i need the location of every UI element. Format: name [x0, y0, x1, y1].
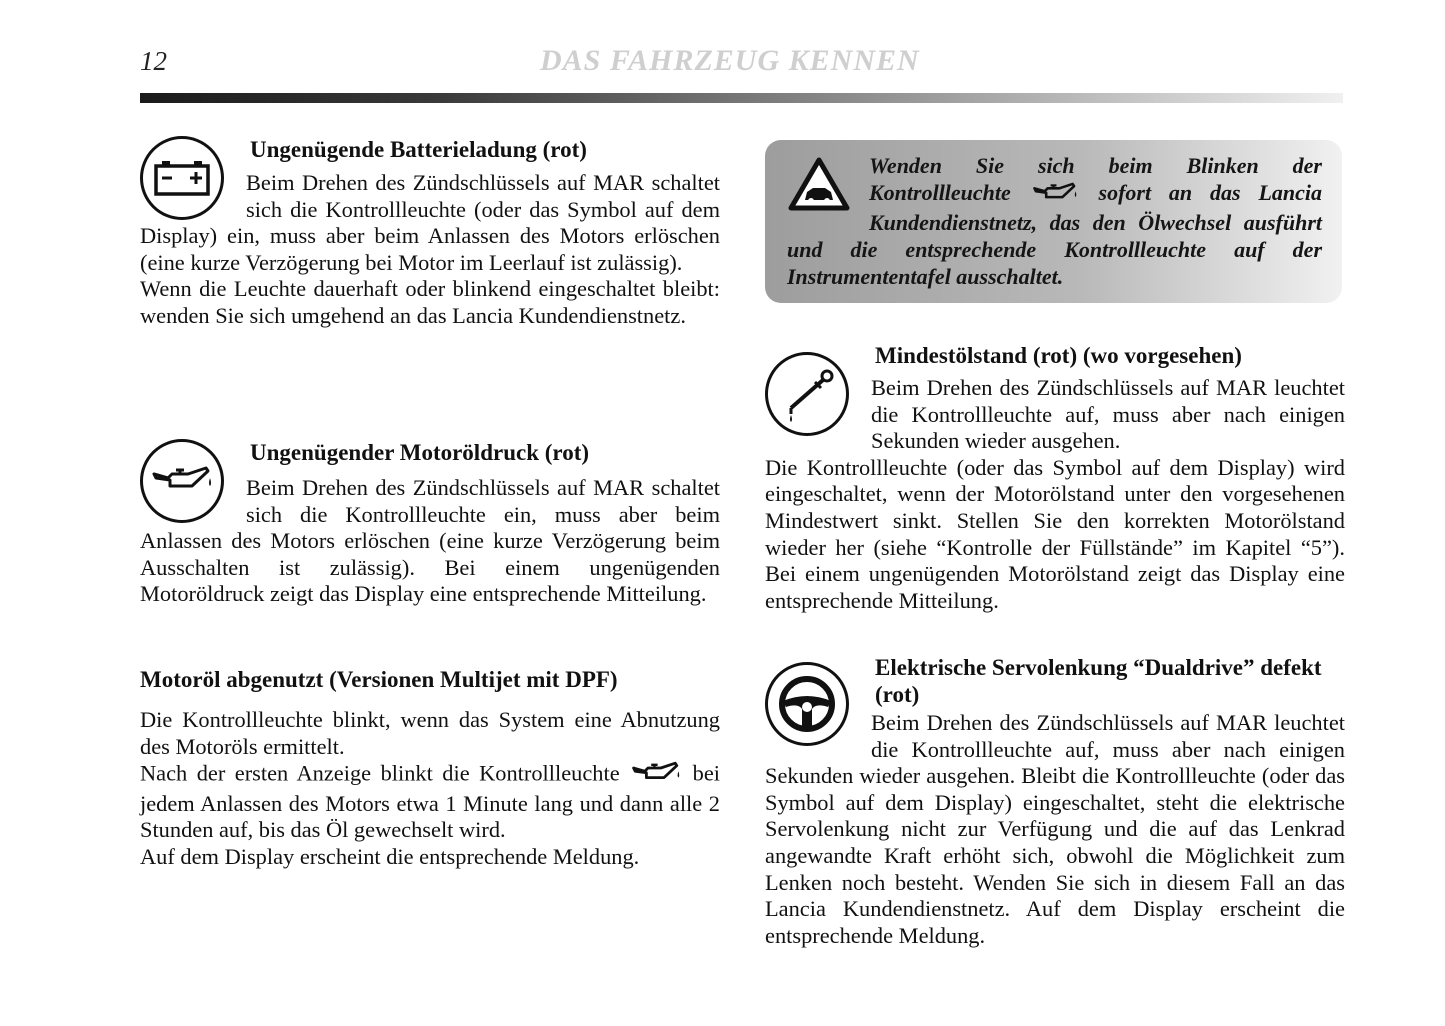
oil-worn-paragraph-1: Die Kontrollleuchte blinkt, wenn das System eine Abnutzung des Motoröls ermittelt.	[140, 707, 720, 759]
warning-text-start: Wenden Sie sich beim Blinken der Kontrollleuchte	[869, 153, 1322, 205]
steering-wheel-icon	[765, 662, 849, 746]
battery-icon	[140, 136, 224, 220]
oil-worn-section	[140, 666, 720, 871]
min-oil-title: Mindestölstand (rot) (wo vorgesehen)	[875, 343, 1242, 368]
battery-section	[140, 136, 720, 330]
battery-title: Ungenügende Batterieladung (rot)	[250, 137, 587, 162]
oil-can-icon-holder	[140, 439, 246, 523]
page-number: 12	[140, 46, 167, 76]
oil-can-inline-icon	[629, 760, 683, 791]
battery-paragraph-1: Beim Drehen des Zündschlüssels auf MAR schaltet sich die Kontrollleuchte (oder das Symbol auf dem Display) ein, muss aber beim Anlassen des Motors erlöschen (eine kurze Verzögerung bei Motor im Leerlauf ist zulässig).	[140, 170, 720, 275]
running-title: DAS FAHRZEUG KENNEN	[540, 44, 920, 77]
warning-box	[765, 140, 1342, 303]
oil-worn-paragraph-2	[140, 760, 720, 844]
oil-worn-paragraph-3: Auf dem Display erscheint die entsprechende Meldung.	[140, 843, 640, 869]
dipstick-icon-holder	[765, 342, 871, 432]
warning-text	[787, 152, 1322, 290]
warning-text-end: sofort an das Lancia Kundendienstnetz, das den Ölwechsel ausführt und die entsprechende Kontrollleuchte auf der Instrumententafel ausschaltet.	[787, 180, 1322, 289]
oil-worn-paragraph-2-start: Nach der ersten Anzeige blinkt die Kontrollleuchte	[140, 760, 620, 786]
steering-paragraph: Beim Drehen des Zündschlüssels auf MAR leuchtet die Kontrollleuchte auf, muss aber nach einigen Sekunden wieder ausgehen. Bleibt die Kontrollleuchte (oder das Symbol auf dem Display) eingeschaltet, steht die elektrische Servolenkung nicht zur Verfügung und die auf das Lenkrad angewandte Kraft erhöht sich, obwohl die Möglichkeit zum Lenken noch besteht. Wenden Sie sich in diesem Fall an das Lancia Kundendienstnetz. Auf dem Display erscheint die entsprechende Meldung.	[765, 710, 1345, 948]
oil-can-icon	[140, 439, 224, 523]
min-oil-paragraph-1: Beim Drehen des Zündschlüssels auf MAR leuchtet die Kontrollleuchte auf, muss aber nach einigen Sekunden wieder ausgehen.	[871, 375, 1345, 454]
oil-worn-paragraph-2-end: bei jedem Anlassen des Motors etwa 1 Minute lang und dann alle 2 Stunden auf, bis das Öl gewechselt wird.	[140, 760, 720, 843]
min-oil-paragraph-2: Die Kontrollleuchte (oder das Symbol auf dem Display) wird eingeschaltet, wenn der Motorölstand unter den vorgesehenen Mindestwert sinkt. Stellen Sie den korrekten Motorölstand wieder her (siehe “Kontrolle der Füllstände” im Kapitel “5”). Bei einem ungenügenden Motorölstand zeigt das Display eine entsprechende Mitteilung.	[765, 454, 1345, 613]
battery-paragraph-2: Wenn die Leuchte dauerhaft oder blinkend eingeschaltet bleibt: wenden Sie sich umgehend an das Lancia Kundendienstnetz.	[140, 276, 720, 328]
steering-title: Elektrische Servolenkung “Dualdrive” defekt (rot)	[875, 655, 1322, 707]
min-oil-section	[765, 342, 1345, 614]
dipstick-icon	[765, 352, 849, 436]
warning-oil-can-icon	[1029, 181, 1081, 209]
battery-icon-holder	[140, 136, 246, 220]
header-rule	[140, 93, 1343, 103]
steering-section	[765, 654, 1345, 949]
oil-pressure-section	[140, 439, 720, 608]
oil-worn-title: Motoröl abgenutzt (Versionen Multijet mit DPF)	[140, 667, 618, 692]
warning-triangle-car-icon	[787, 156, 857, 218]
steering-wheel-icon-holder	[765, 654, 871, 746]
oil-pressure-paragraph: Beim Drehen des Zündschlüssels auf MAR schaltet sich die Kontrollleuchte ein, muss aber beim Anlassen des Motors erlöschen (eine kurze Verzögerung beim Ausschalten ist zulässig). Bei einem ungenügenden Motoröldruck zeigt das Display eine entsprechende Mitteilung.	[140, 475, 720, 607]
oil-pressure-title: Ungenügender Motoröldruck (rot)	[250, 440, 590, 465]
